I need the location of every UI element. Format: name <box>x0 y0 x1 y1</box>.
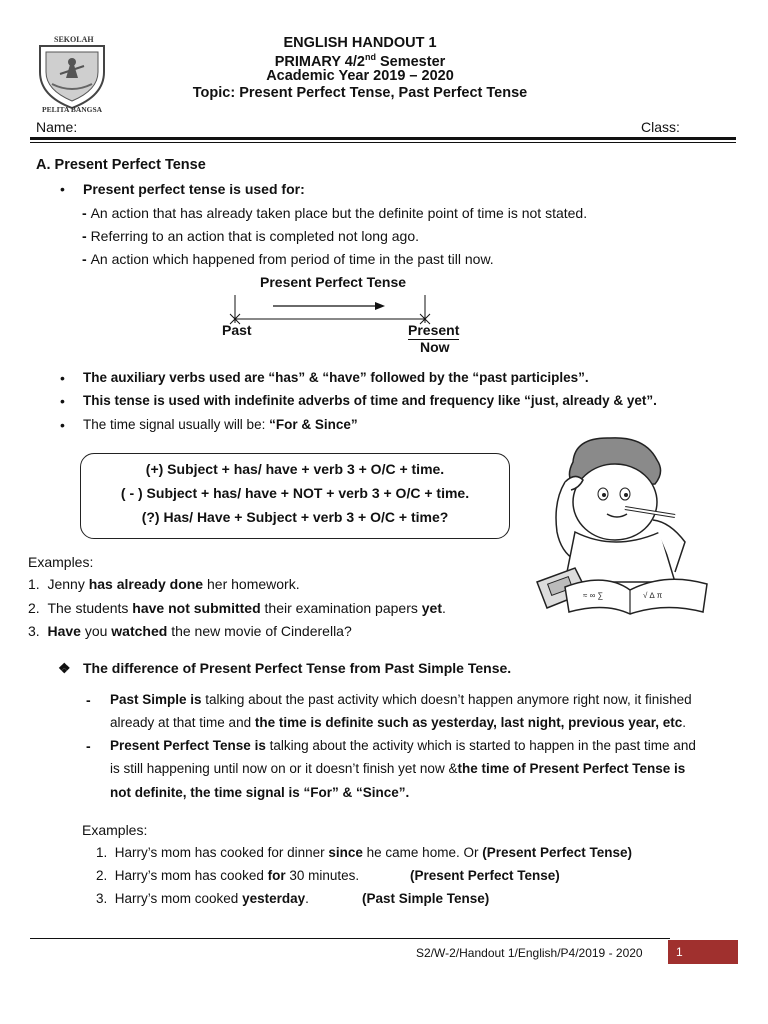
svg-text:√ ∆ π: √ ∆ π <box>643 591 663 600</box>
class-label: Class: <box>641 119 680 135</box>
footer-code: S2/W-2/Handout 1/English/P4/2019 - 2020 <box>416 946 643 960</box>
formula-positive: (+) Subject + has/ have + verb 3 + O/C + time. <box>145 461 445 477</box>
present-perfect-line-3: not definite, the time signal is “For” & “Since”. <box>110 785 410 800</box>
past-simple-line-2: already at that time and the time is definite such as yesterday, last night, previous year, etc. <box>110 715 687 730</box>
difference-heading: The difference of Present Perfect Tense from Past Simple Tense. <box>83 660 512 676</box>
difference-example-1: 1. Harry’s mom has cooked for dinner since he came home. Or (Present Perfect Tense) <box>96 845 633 860</box>
grade-suffix: Semester <box>375 53 446 70</box>
footer-rule <box>30 938 670 939</box>
use-item-2: - Referring to an action that is completed not long ago. <box>82 228 419 244</box>
use-item-3: - An action which happened from period of time in the past till now. <box>82 251 494 267</box>
bullet-dot: • <box>60 417 65 433</box>
svg-text:≈ ∞ ∑: ≈ ∞ ∑ <box>583 591 604 600</box>
formula-negative: ( - ) Subject + has/ have + NOT + verb 3 + O/C + time. <box>120 485 470 501</box>
difference-example-2-tag: (Present Perfect Tense) <box>410 868 560 883</box>
difference-example-3: 3. Harry’s mom cooked yesterday. <box>96 891 309 906</box>
formula-box <box>80 453 510 539</box>
bullet-dot: • <box>60 370 65 386</box>
page-number-box <box>668 940 738 964</box>
name-label: Name: <box>36 119 78 135</box>
dash-bullet: - <box>86 692 91 708</box>
timeline-past: Past <box>222 322 252 338</box>
academic-year: Academic Year 2019 – 2020 <box>266 68 454 84</box>
diamond-bullet-icon: ❖ <box>58 660 71 676</box>
page-number: 1 <box>676 945 683 959</box>
timeline-diagram <box>225 295 445 325</box>
timeline-now: Now <box>420 339 450 355</box>
dash-bullet: - <box>86 738 91 754</box>
bullet-dot: • <box>60 393 65 409</box>
difference-example-3-tag: (Past Simple Tense) <box>362 891 490 906</box>
bullet-time-signal: The time signal usually will be: “For & Since” <box>83 417 358 432</box>
header-rule <box>30 137 736 140</box>
past-simple-line-1: Past Simple is talking about the past activity which doesn’t happen anymore right now, it finished <box>110 692 692 707</box>
boy-studying-illustration <box>535 432 710 617</box>
example-item-3: 3. Have you watched the new movie of Cinderella? <box>28 623 352 639</box>
bullet-auxiliary: The auxiliary verbs used are “has” & “have” followed by the “past participles”. <box>83 370 589 385</box>
difference-examples-label: Examples: <box>82 822 148 838</box>
example-item-1: 1. Jenny has already done her homework. <box>28 576 300 592</box>
logo-bottom-text: PELITA BANGSA <box>42 105 103 112</box>
present-perfect-line-1: Present Perfect Tense is talking about the activity which is started to happen in the past time and <box>110 738 696 753</box>
bullet-used-for: Present perfect tense is used for: <box>83 181 305 197</box>
handout-title: ENGLISH HANDOUT 1 <box>283 35 437 51</box>
grade-prefix: PRIMARY 4/2 <box>274 53 365 70</box>
logo-top-text: SEKOLAH <box>54 35 94 44</box>
examples-label: Examples: <box>28 554 94 570</box>
section-a-heading: A. Present Perfect Tense <box>36 157 206 173</box>
example-item-2: 2. The students have not submitted their examination papers yet. <box>28 600 446 616</box>
present-perfect-line-2: is still happening until now on or it doesn’t finish yet now &the time of Present Perfect Tense is <box>110 761 686 776</box>
bullet-dot: • <box>60 181 65 197</box>
header-rule-thin <box>30 142 736 143</box>
timeline-title: Present Perfect Tense <box>260 274 407 290</box>
timeline-present: Present <box>408 322 460 338</box>
topic: Topic: Present Perfect Tense, Past Perfect Tense <box>192 85 528 101</box>
bullet-indefinite: This tense is used with indefinite adverbs of time and frequency like “just, already & yet”. <box>83 393 657 408</box>
formula-question: (?) Has/ Have + Subject + verb 3 + O/C + time? <box>141 509 449 525</box>
difference-example-2: 2. Harry’s mom has cooked for 30 minutes. <box>96 868 360 883</box>
use-item-1: - An action that has already taken place but the definite point of time is not stated. <box>82 205 588 221</box>
grade-sup: nd <box>364 52 376 62</box>
